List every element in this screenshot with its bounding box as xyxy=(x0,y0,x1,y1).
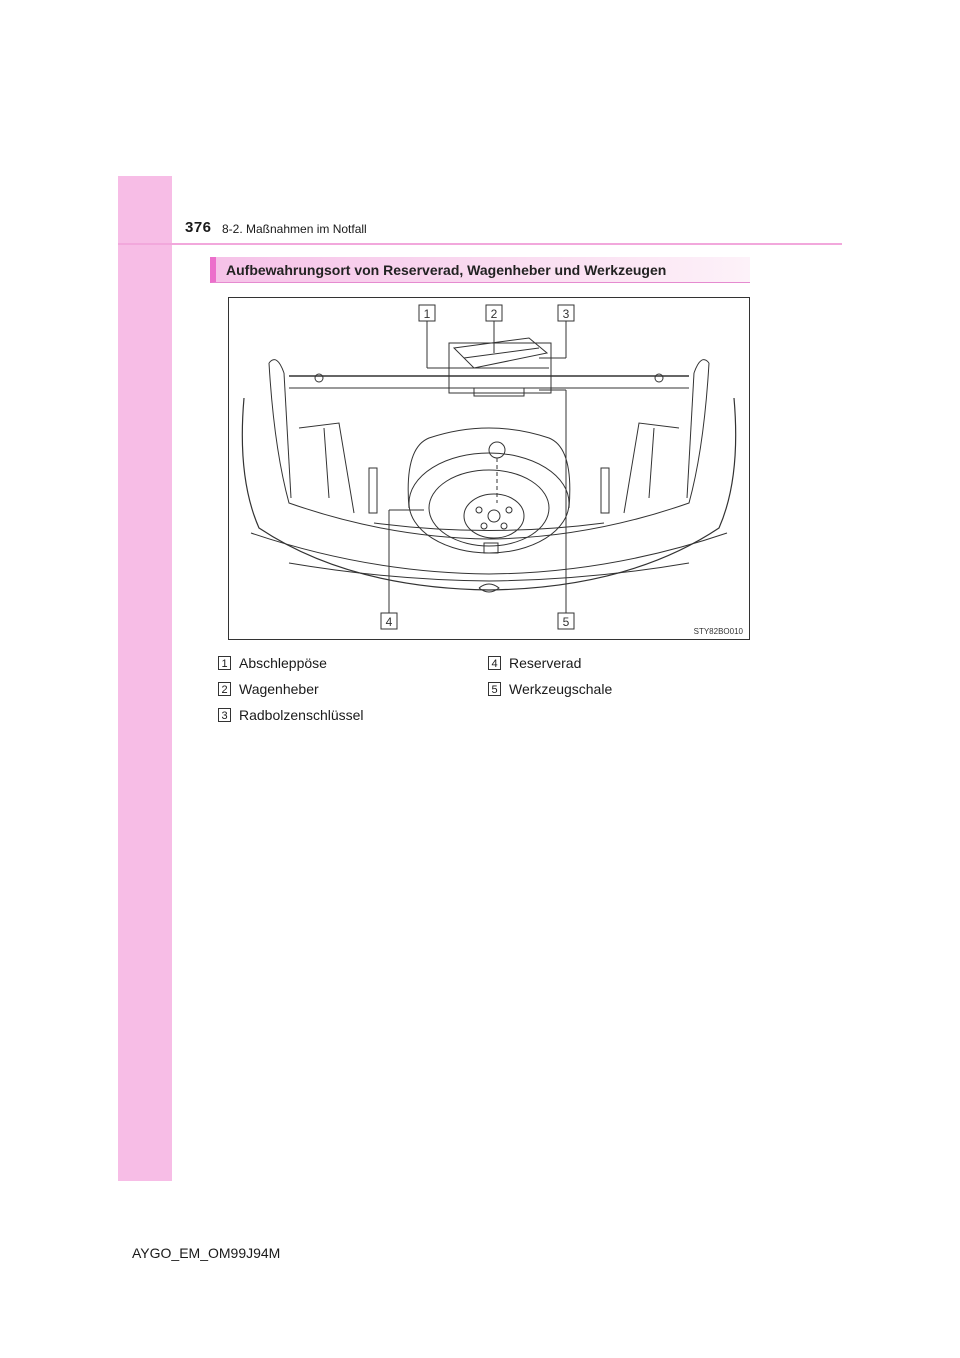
legend-label: Wagenheber xyxy=(239,681,319,697)
legend-number: 1 xyxy=(218,656,231,670)
svg-text:2: 2 xyxy=(490,307,498,321)
legend-label: Abschleppöse xyxy=(239,655,327,671)
trunk-illustration xyxy=(228,297,750,640)
chapter-heading: 8-2. Maßnahmen im Notfall xyxy=(222,222,367,236)
callout-4 xyxy=(381,613,397,629)
figure-code: STY82BO010 xyxy=(693,627,743,636)
svg-text:1: 1 xyxy=(423,307,431,321)
page-number: 376 xyxy=(185,219,212,236)
svg-text:5: 5 xyxy=(562,615,570,629)
legend-number: 4 xyxy=(488,656,501,670)
legend-item-4 xyxy=(488,655,581,671)
document-id: AYGO_EM_OM99J94M xyxy=(132,1245,281,1261)
legend-number: 2 xyxy=(218,682,231,696)
svg-text:3: 3 xyxy=(562,307,570,321)
callout-5 xyxy=(558,613,574,629)
legend-item-2 xyxy=(218,681,319,697)
legend-item-1 xyxy=(218,655,327,671)
legend-item-5 xyxy=(488,681,612,697)
callout-1 xyxy=(419,305,435,321)
legend-number: 5 xyxy=(488,682,501,696)
callout-2 xyxy=(486,305,502,321)
section-title-bar xyxy=(210,257,750,283)
legend-label: Reserverad xyxy=(509,655,582,671)
trunk-drawing xyxy=(229,298,749,639)
legend-item-3 xyxy=(218,707,364,723)
legend-label: Werkzeugschale xyxy=(509,681,613,697)
header-divider xyxy=(118,243,842,245)
svg-text:4: 4 xyxy=(385,615,393,629)
legend-label: Radbolzenschlüssel xyxy=(239,707,364,723)
section-title: Aufbewahrungsort von Reserverad, Wagenheber und Werkzeugen xyxy=(226,262,667,278)
callout-3 xyxy=(558,305,574,321)
legend-number: 3 xyxy=(218,708,231,722)
page-sidebar-tab xyxy=(118,176,172,1181)
